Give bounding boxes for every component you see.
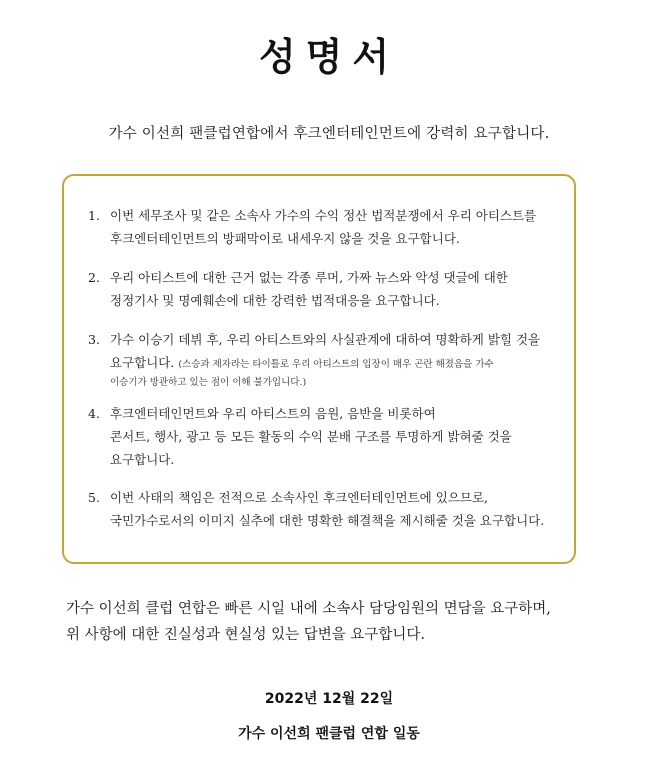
demand-item-2 [88, 266, 558, 312]
demand-note: (스승과 제자라는 타이틀로 우리 아티스트의 입장이 매우 곤란 해졌음을 가수 [178, 359, 494, 370]
closing-line: 위 사항에 대한 진실성과 현실성 있는 답변을 요구합니다. [66, 627, 426, 643]
demand-number: 4. [88, 406, 100, 421]
demand-item-5 [88, 486, 558, 532]
demand-number: 2. [88, 270, 100, 285]
demands-box [62, 174, 576, 564]
document-date: 2022년 12월 22일 [264, 691, 394, 707]
demand-line: 정정기사 및 명예훼손에 대한 강력한 법적대응을 요구합니다. [110, 293, 440, 308]
demand-line: 후크엔터테인먼트의 방패막이로 내세우지 않을 것을 요구합니다. [110, 231, 460, 246]
document-subtitle: 가수 이선희 팬클럽연합에서 후크엔터테인먼트에 강력히 요구합니다. [108, 126, 550, 142]
document-title: 성명서 [258, 34, 400, 79]
demand-line: 후크엔터테인먼트와 우리 아티스트의 음원, 음반을 비롯하여 [110, 406, 436, 421]
demand-item-3 [88, 328, 558, 392]
closing-paragraph [66, 596, 626, 648]
demand-item-1 [88, 204, 558, 250]
demand-line: 요구합니다. [110, 355, 175, 370]
demand-line: 이번 사태의 책임은 전적으로 소속사인 후크엔터테인먼트에 있으므로, [110, 490, 488, 505]
demand-item-4 [88, 402, 558, 471]
demand-line: 우리 아티스트에 대한 근거 없는 각종 루머, 가짜 뉴스와 악성 댓글에 대한 [110, 270, 508, 285]
demand-number: 5. [88, 490, 100, 505]
demand-number: 3. [88, 332, 100, 347]
demand-line: 요구합니다. [110, 452, 175, 467]
demand-line: 가수 이승기 데뷔 후, 우리 아티스트와의 사실관계에 대하여 명확하게 밝힐 것을 [110, 332, 541, 347]
document-signature: 가수 이선희 팬클럽 연합 일동 [238, 726, 420, 742]
demand-number: 1. [88, 208, 100, 223]
demand-line: 국민가수로서의 이미지 실추에 대한 명확한 해결책을 제시해줄 것을 요구합니다. [110, 513, 545, 528]
demand-line: 콘서트, 행사, 광고 등 모든 활동의 수익 분배 구조를 투명하게 밝혀줄 것을 [110, 429, 512, 444]
demand-note: 이승기가 방관하고 있는 점이 이해 불가입니다.) [110, 377, 307, 388]
closing-line: 가수 이선희 클럽 연합은 빠른 시일 내에 소속사 담당임원의 면담을 요구하며, [66, 601, 551, 617]
demand-line: 이번 세무조사 및 같은 소속사 가수의 수익 정산 법적분쟁에서 우리 아티스트를 [110, 208, 537, 223]
